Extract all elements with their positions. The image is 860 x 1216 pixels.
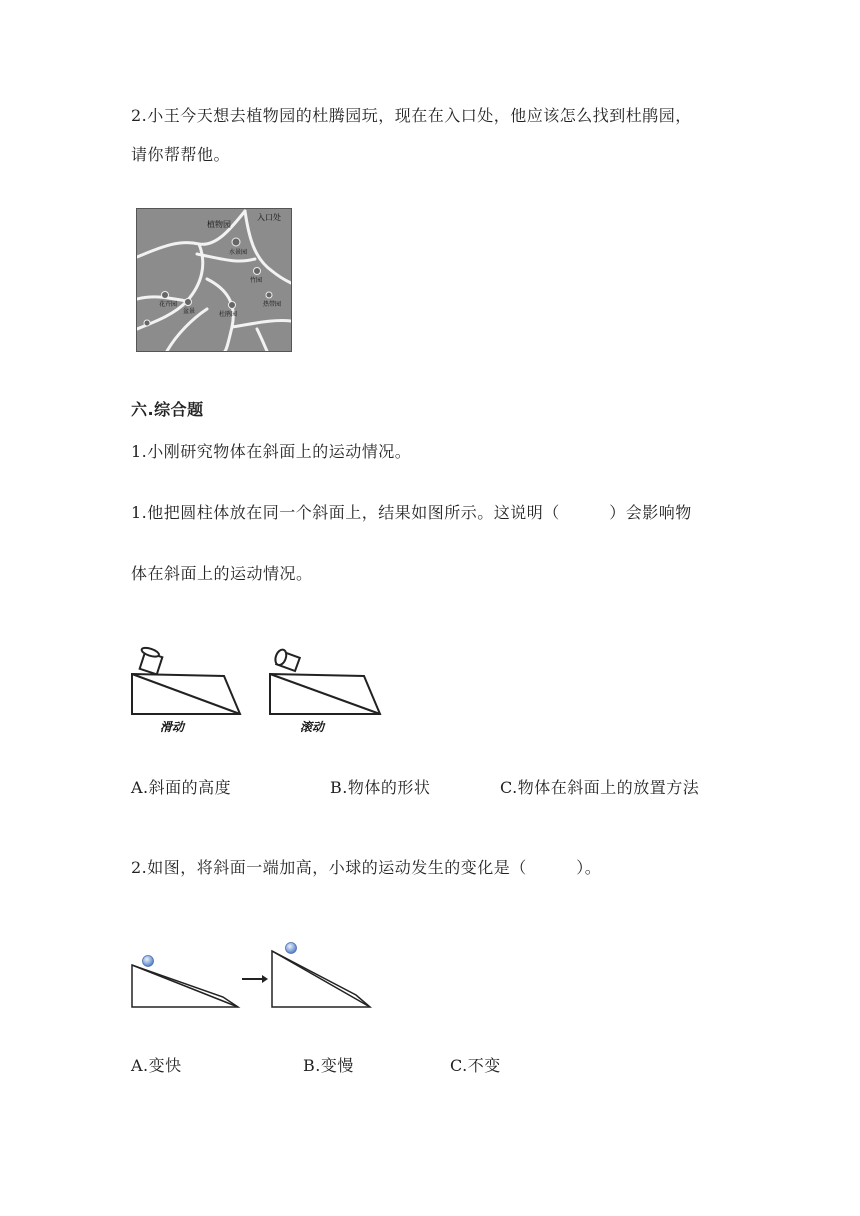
sub1-option-b: B.物体的形状 (330, 778, 431, 797)
map-roads (137, 209, 291, 351)
sub1-option-a: A.斜面的高度 (131, 778, 232, 797)
question-2-line1: 2.小王今天想去植物园的杜腾园玩，现在在入口处，他应该怎么找到杜鹃园， (131, 106, 692, 125)
arrow-right (242, 975, 268, 983)
ball-high (286, 943, 297, 954)
caption-rolling: 滚动 (300, 720, 325, 734)
sub-question-2: 2.如图，将斜面一端加高，小球的运动发生的变化是（ ）。 (131, 858, 602, 877)
section-6-heading: 六.综合题 (131, 400, 204, 419)
sub2-option-a: A.变快 (131, 1056, 182, 1075)
question-2-line2: 请你帮帮他。 (131, 145, 231, 164)
map-label-water: 水景园 (229, 249, 248, 256)
sub-question-1-line1: 1.他把圆柱体放在同一个斜面上，结果如图所示。这说明（ ）会影响物 (131, 503, 692, 522)
sub-question-1-line2: 体在斜面上的运动情况。 (131, 564, 313, 583)
sub1-option-c: C.物体在斜面上的放置方法 (500, 778, 700, 797)
sub2-option-c: C.不变 (450, 1056, 501, 1075)
map-label-tropical: 热带园 (263, 301, 282, 308)
map-entrance-label: 入口处 (257, 213, 281, 222)
map-label-azalea: 杜鹃园 (219, 311, 238, 318)
map-label-flower: 花卉园 (159, 301, 178, 308)
map-label-bonsai: 盆景 (183, 308, 196, 315)
botanical-garden-map (136, 208, 292, 352)
map-label-bamboo: 竹园 (250, 277, 263, 284)
ball-low (143, 956, 154, 967)
sub2-option-b: B.变慢 (303, 1056, 354, 1075)
map-title: 植物园 (207, 220, 231, 229)
question-1-intro: 1.小刚研究物体在斜面上的运动情况。 (131, 442, 412, 461)
caption-sliding: 滑动 (160, 720, 185, 734)
slope-figure-raised (128, 935, 378, 1015)
